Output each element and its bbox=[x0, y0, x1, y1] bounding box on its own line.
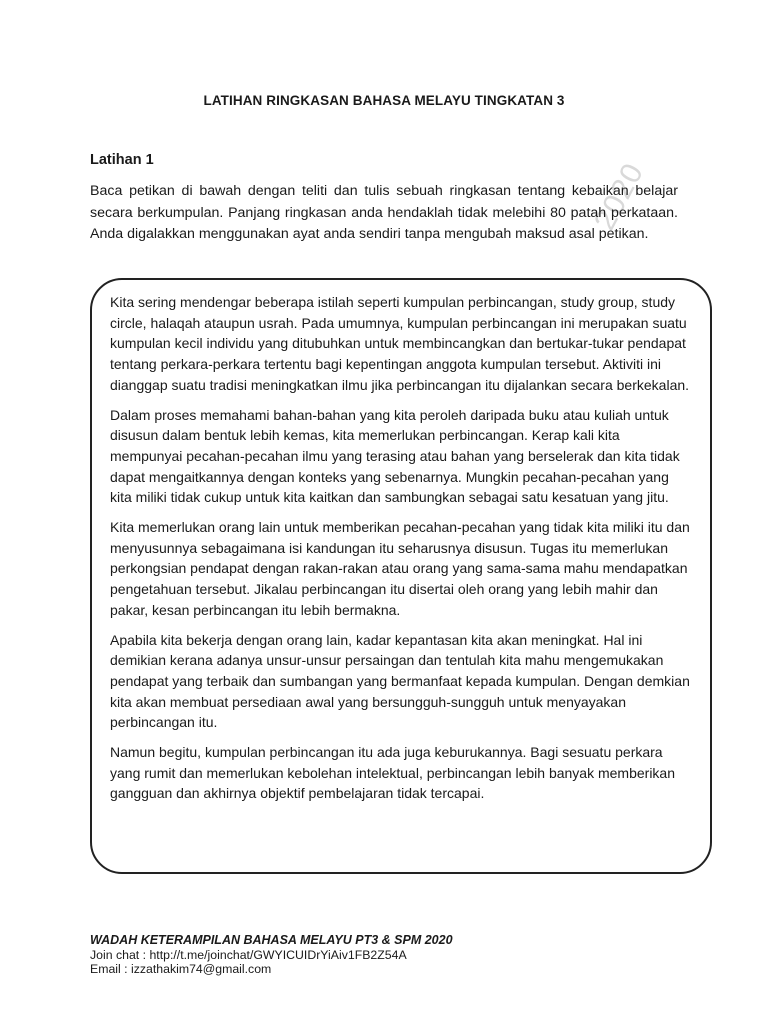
footer-join-chat-link[interactable]: Join chat : http://t.me/joinchat/GWYICUIDrYiAiv1FB2Z54A bbox=[90, 948, 407, 962]
footer-email[interactable]: Email : izzathakim74@gmail.com bbox=[90, 962, 272, 976]
section-heading: Latihan 1 bbox=[90, 152, 154, 168]
passage-paragraph-2: Dalam proses memahami bahan-bahan yang kita peroleh daripada buku atau kuliah untuk disusun dalam bentuk lebih kemas, kita memerlukan perbincangan. Kerap kali kita mempunyai pecahan-pecahan ilmu yang terasing atau bahan yang berselerak dan kita tidak dapat mengaitkannya dengan konteks yang sebenarnya. Mungkin pecahan-pecahan yang kita miliki tidak cukup untuk kita kaitkan dan sambungkan sebagai satu kesatuan yang jitu. bbox=[110, 406, 680, 506]
watermark: 2020 bbox=[588, 157, 651, 236]
page-footer bbox=[90, 933, 690, 976]
instructions-text: Baca petikan di bawah dengan teliti dan tulis sebuah ringkasan tentang kebaikan belajar secara berkumpulan. Panjang ringkasan anda hendaklah tidak melebihi 80 patah perkataan. Anda digalakkan menggunakan ayat anda sendiri tanpa mengubah maksud asal petikan. bbox=[90, 183, 678, 242]
passage-paragraph-3: Kita memerlukan orang lain untuk memberikan pecahan-pecahan yang tidak kita miliki itu dan menyusunnya sebagaimana isi kandungan itu seharusnya disusun. Tugas itu memerlukan perkongsian pendapat dengan rakan-rakan atau orang yang sama-sama mahu mendapatkan pengetahuan tersebut. Jikalau perbincangan itu disertai oleh orang yang lebih mahir dan pakar, kesan perbincangan itu lebih bermakna. bbox=[110, 519, 690, 618]
footer-title: WADAH KETERAMPILAN BAHASA MELAYU PT3 & SPM 2020 bbox=[90, 933, 453, 947]
passage-box bbox=[90, 278, 712, 874]
page-title: LATIHAN RINGKASAN BAHASA MELAYU TINGKATAN 3 bbox=[203, 93, 565, 108]
passage-paragraph-4: Apabila kita bekerja dengan orang lain, kadar kepantasan kita akan meningkat. Hal ini demikian kerana adanya unsur-unsur persaingan dan tentulah kita mahu mengemukakan pendapat yang terbaik dan sumbangan yang bermanfaat kepada kumpulan. Dengan demkian kita akan membuat persediaan awal yang bersungguh-sungguh untuk menyayakan perbincangan itu. bbox=[110, 631, 690, 731]
passage-paragraph-1: Kita sering mendengar beberapa istilah seperti kumpulan perbincangan, study group, study circle, halaqah ataupun usrah. Pada umumnya, kumpulan perbincangan ini merupakan suatu kumpulan kecil individu yang ditubuhkan untuk membincangkan dan bertukar-tukar pendapat tentang perkara-perkara tertentu bagi kepentingan anggota kumpulan tersebut. Aktiviti ini dianggap suatu tradisi meningkatkan ilmu jika perbincangan itu dijalankan secara berkekalan. bbox=[110, 294, 690, 393]
passage-paragraph-5: Namun begitu, kumpulan perbincangan itu ada juga keburukannya. Bagi sesuatu perkara yang rumit dan memerlukan kebolehan intelektual, perbincangan lebih banyak memberikan gangguan dan akhirnya objektif pembelajaran tidak tercapai. bbox=[110, 744, 676, 802]
